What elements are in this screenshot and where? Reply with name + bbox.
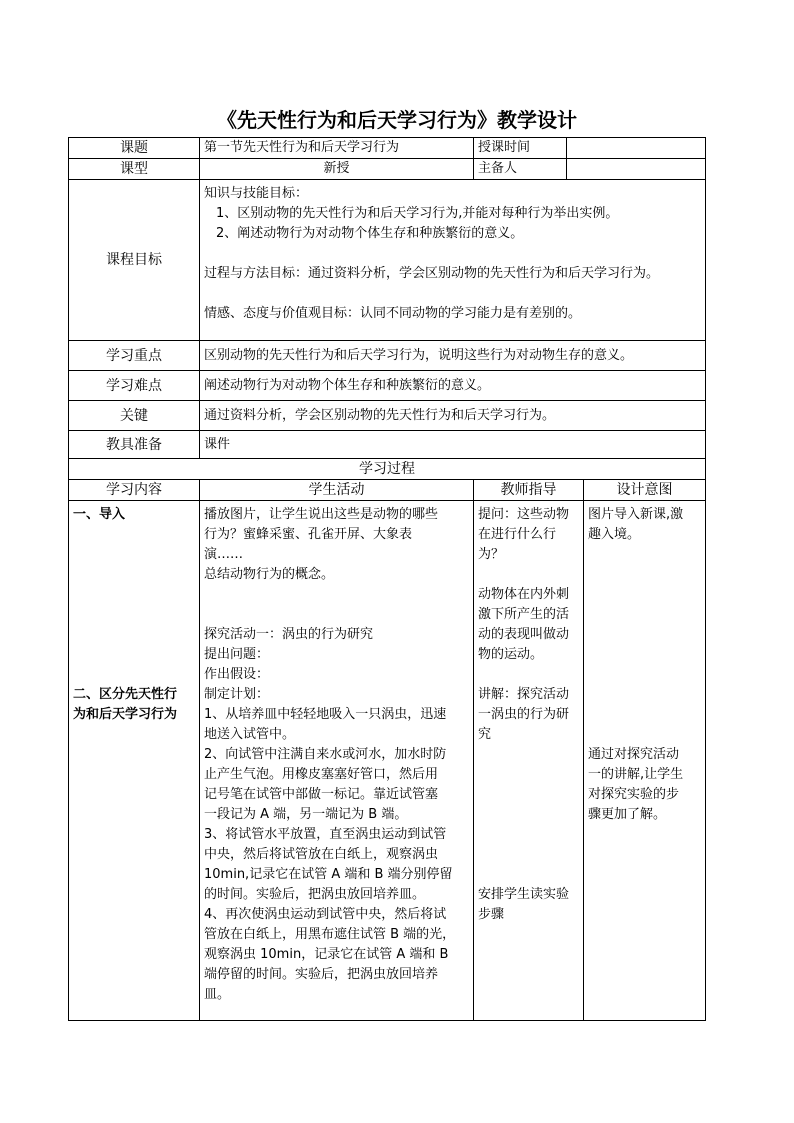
goals-label: 课程目标: [69, 180, 200, 341]
topic-value: 第一节先天性行为和后天学习行为: [200, 138, 474, 159]
student-line: 端停留的时间。实验后，把涡虫放回培养: [204, 967, 439, 982]
teacher-line: 动的表现叫做动: [478, 627, 570, 642]
teacher-line: 为？: [478, 547, 505, 562]
time-label: 授课时间: [474, 138, 567, 159]
type-value: 新授: [200, 159, 474, 180]
student-line: 1、从培养皿中轻轻地吸入一只涡虫，迅速: [204, 707, 447, 722]
student-line: 4、再次使涡虫运动到试管中央，然后将试: [204, 907, 447, 922]
student-line: 止产生气泡。用橡皮塞塞好管口，然后用: [204, 767, 439, 782]
preparer-value: [567, 159, 706, 180]
teacher-line: 物的运动。: [478, 647, 544, 662]
content-cell: [69, 501, 200, 1021]
teacher-line: 动物体在内外刺: [478, 587, 570, 602]
student-line: 作出假设：: [204, 667, 270, 682]
difficulty-value: 阐述动物行为对动物个体生存和种族繁衍的意义。: [200, 371, 706, 401]
header-teacher: 教师指导: [474, 480, 584, 501]
design-intent-cell: [584, 501, 706, 1021]
content-intro: 一、导入: [73, 507, 126, 522]
student-line: 的时间。实验后，把涡虫放回培养皿。: [204, 887, 426, 902]
student-line: 总结动物行为的概念。: [204, 567, 335, 582]
teacher-line: 安排学生读实验: [478, 887, 570, 902]
knowledge-goal-2: 2、阐述动物行为对动物个体生存和种族繁衍的意义。: [216, 226, 524, 241]
teacher-guidance-cell: [474, 501, 584, 1021]
student-line: 2、向试管中注满自来水或河水，加水时防: [204, 747, 447, 762]
process-title: 学习过程: [69, 459, 706, 480]
student-activity-cell: [200, 501, 474, 1021]
intent-line: 对探究实验的步: [588, 787, 680, 802]
focus-value: 区别动物的先天性行为和后天学习行为，说明这些行为对动物生存的意义。: [200, 341, 706, 371]
tools-label: 教具准备: [69, 431, 200, 459]
student-line: 观察涡虫 10min，记录它在试管 A 端和 B: [204, 947, 449, 962]
info-table: [68, 137, 706, 459]
type-label: 课型: [69, 159, 200, 180]
knowledge-title: 知识与技能目标：: [204, 186, 309, 201]
student-line: 3、将试管水平放置，直至涡虫运动到试管: [204, 827, 447, 842]
tools-value: 课件: [200, 431, 706, 459]
process-goal: 过程与方法目标：通过资料分析，学会区别动物的先天性行为和后天学习行为。: [204, 266, 660, 281]
process-table: [68, 458, 706, 1021]
student-line: 记号笔在试管中部做一标记。靠近试管塞: [204, 787, 439, 802]
teacher-line: 步骤: [478, 907, 505, 922]
student-line: 地送入试管中。: [204, 727, 296, 742]
document-title: 《先天性行为和后天学习行为》教学设计: [217, 108, 577, 132]
teacher-line: 在进行什么行: [478, 527, 557, 542]
preparer-label: 主备人: [474, 159, 567, 180]
intent-line: 趣入境。: [588, 527, 641, 542]
student-line: 管放在白纸上，用黑布遮住试管 B 端的光，: [204, 927, 456, 942]
intent-line: 图片导入新课,激: [588, 507, 684, 522]
time-value: [567, 138, 706, 159]
student-line: 探究活动一：涡虫的行为研究: [204, 627, 374, 642]
topic-label: 课题: [69, 138, 200, 159]
intent-line: 通过对探究活动: [588, 747, 680, 762]
student-line: 提出问题：: [204, 647, 270, 662]
student-line: 行为？蜜蜂采蜜、孔雀开屏、大象表: [204, 527, 413, 542]
teacher-line: 一涡虫的行为研: [478, 707, 570, 722]
student-line: 中央，然后将试管放在白纸上，观察涡虫: [204, 847, 439, 862]
student-line: 播放图片，让学生说出这些是动物的哪些: [204, 507, 439, 522]
teacher-line: 激下所产生的活: [478, 607, 570, 622]
header-intent: 设计意图: [584, 480, 706, 501]
content-section-2b: 为和后天学习行为: [73, 707, 178, 722]
intent-line: 骤更加了解。: [588, 807, 667, 822]
header-content: 学习内容: [69, 480, 200, 501]
teacher-line: 究: [478, 727, 492, 742]
teacher-line: 讲解：探究活动: [478, 687, 570, 702]
student-line: 制定计划：: [204, 687, 270, 702]
student-line: 皿。: [204, 987, 231, 1002]
knowledge-goal-1: 1、区别动物的先天性行为和后天学习行为,并能对每种行为举出实例。: [216, 206, 619, 221]
student-line: 一段记为 A 端，另一端记为 B 端。: [204, 807, 408, 822]
attitude-goal: 情感、态度与价值观目标：认同不同动物的学习能力是有差别的。: [204, 306, 582, 321]
key-value: 通过资料分析，学会区别动物的先天性行为和后天学习行为。: [200, 401, 706, 431]
teacher-line: 提问：这些动物: [478, 507, 570, 522]
difficulty-label: 学习难点: [69, 371, 200, 401]
key-label: 关键: [69, 401, 200, 431]
focus-label: 学习重点: [69, 341, 200, 371]
goals-cell: [200, 180, 706, 341]
header-student: 学生活动: [200, 480, 474, 501]
intent-line: 一的讲解,让学生: [588, 767, 684, 782]
student-line: 10min,记录它在试管 A 端和 B 端分别停留: [204, 867, 453, 882]
student-line: 演……: [204, 547, 244, 562]
content-section-2a: 二、区分先天性行: [73, 687, 178, 702]
